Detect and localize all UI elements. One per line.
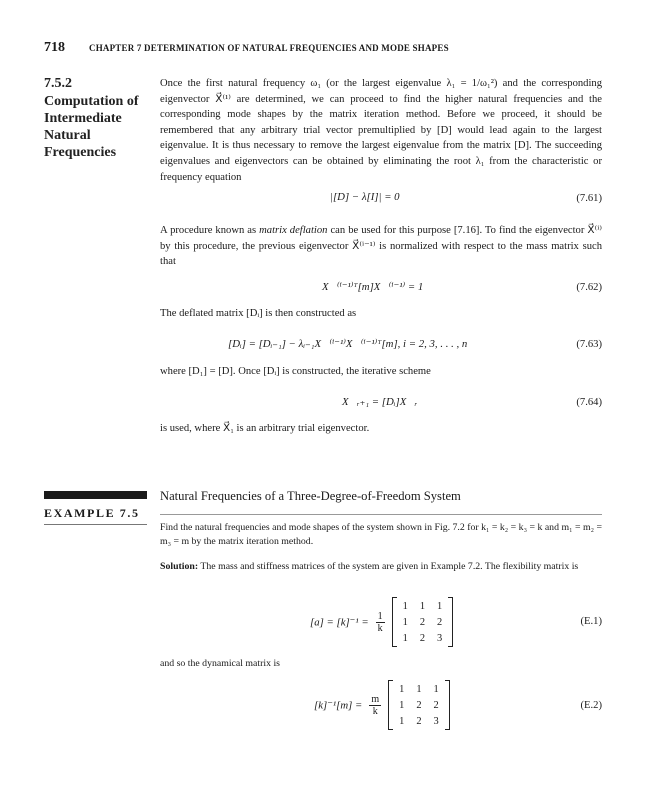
equation-7-63: [Dᵢ] = [Dᵢ₋₁] − λᵢ₋₁X⃗⁽ⁱ⁻¹⁾X⃗⁽ⁱ⁻¹⁾ᵀ[m], i = 2, 3, . . . , n: [228, 338, 468, 350]
example-title-rule: [160, 514, 602, 515]
equation-number-e2: (E.2): [580, 700, 602, 711]
matrix-cell: 2: [433, 699, 439, 711]
term-matrix-deflation: matrix deflation: [259, 225, 328, 236]
equation-7-61: |[D] − λ[I]| = 0: [330, 191, 400, 203]
equation-e1-lhs: [a] = [k]⁻¹ =: [310, 616, 369, 629]
matrix-cell: 2: [437, 616, 443, 628]
matrix-cell: 1: [402, 632, 408, 644]
paragraph-deflation-end: can be used for this purpose [7.16]. To find the eigenvector X⃗⁽ⁱ⁾ by this procedure, the previous eigenvector X⃗⁽ⁱ⁻¹⁾ is normalized with respect to the mass matrix such that: [160, 225, 602, 268]
equation-number-e1: (E.1): [580, 616, 602, 627]
solution-text: The mass and stiffness matrices of the system are given in Example 7.2. The flexibility matrix is: [200, 561, 579, 572]
paragraph-iterative-scheme: where [D₁] = [D]. Once [Dᵢ] is constructed, the iterative scheme: [160, 366, 431, 377]
chapter-header: CHAPTER 7 DETERMINATION OF NATURAL FREQUENCIES AND MODE SHAPES: [89, 43, 449, 53]
equation-e1-numerator: 1: [377, 610, 383, 622]
section-title: Computation of Intermediate Natural Frequencies: [44, 94, 139, 160]
paragraph-trial-vector: is used, where X⃗₁ is an arbitrary trial eigenvector.: [160, 423, 370, 434]
paragraph-intro: Once the first natural frequency ω₁ (or the largest eigenvalue λ₁ = 1/ω₁²) and the corresponding eigenvector X⃗⁽¹⁾ are determined, we can proceed to find the higher natural frequencies and the corresponding mode shapes by the matrix iteration method. Before we proceed, it should be remembered that any arbitrary trial vector premultiplied by [D] would lead again to the largest eigenvalue. It is thus necessary to remove the largest eigenvalue from the matrix [D]. The succeeding eigenvalues and eigenvectors can be obtained by eliminating the root λ₁ from the characteristic or frequency equation: [160, 78, 602, 183]
paragraph-deflated-matrix: The deflated matrix [Dᵢ] is then constructed as: [160, 308, 357, 319]
equation-number-7-63: (7.63): [576, 339, 602, 350]
matrix-cell: 3: [433, 715, 439, 727]
matrix-cell: 1: [437, 600, 443, 612]
equation-e1-denominator: k: [377, 622, 383, 634]
equation-e2-denominator: k: [372, 705, 378, 717]
equation-e2-numerator: m: [371, 693, 380, 705]
equation-e1: [310, 597, 453, 647]
matrix-cell: 1: [419, 600, 426, 612]
dynamical-matrix: [388, 680, 450, 730]
example-problem: Find the natural frequencies and mode shapes of the system shown in Fig. 7.2 for k₁ = k₂ = k₃ = k and m₁ = m₂ = m₃ = m by the matrix iteration method.: [160, 522, 602, 547]
example-underline: [44, 524, 147, 525]
paragraph-deflation: [160, 223, 602, 270]
matrix-cell: 1: [402, 616, 408, 628]
matrix-cell: 3: [437, 632, 443, 644]
equation-7-64: X⃗ᵣ₊₁ = [Dᵢ]X⃗ᵣ: [342, 396, 418, 408]
example-title: Natural Frequencies of a Three-Degree-of-Freedom System: [160, 489, 461, 503]
paragraph-deflation-start: A procedure known as: [160, 225, 257, 236]
equation-e2-fraction: [369, 694, 381, 717]
equation-number-7-64: (7.64): [576, 397, 602, 408]
matrix-cell: 2: [419, 616, 426, 628]
equation-e1-fraction: [376, 611, 385, 634]
section-number: 7.5.2: [44, 76, 72, 91]
example-solution: [160, 560, 602, 574]
equation-e2-lhs: [k]⁻¹[m] =: [314, 699, 363, 712]
matrix-cell: 1: [416, 683, 422, 695]
example-label: EXAMPLE 7.5: [44, 506, 140, 520]
dynamical-matrix-intro: and so the dynamical matrix is: [160, 658, 280, 669]
flexibility-matrix: [392, 597, 454, 647]
matrix-cell: 1: [399, 683, 405, 695]
matrix-cell: 1: [399, 715, 405, 727]
matrix-cell: 1: [433, 683, 439, 695]
matrix-cell: 2: [416, 715, 422, 727]
equation-e2: [314, 680, 450, 730]
equation-7-62: X⃗⁽ⁱ⁻¹⁾ᵀ[m]X⃗⁽ⁱ⁻¹⁾ = 1: [322, 281, 424, 293]
example-bar: [44, 491, 147, 499]
equation-number-7-61: (7.61): [576, 193, 602, 204]
equation-number-7-62: (7.62): [576, 282, 602, 293]
matrix-cell: 1: [399, 699, 405, 711]
matrix-cell: 1: [402, 600, 408, 612]
matrix-cell: 2: [416, 699, 422, 711]
solution-label: Solution:: [160, 561, 199, 572]
page-number: 718: [44, 40, 65, 55]
matrix-cell: 2: [419, 632, 426, 644]
